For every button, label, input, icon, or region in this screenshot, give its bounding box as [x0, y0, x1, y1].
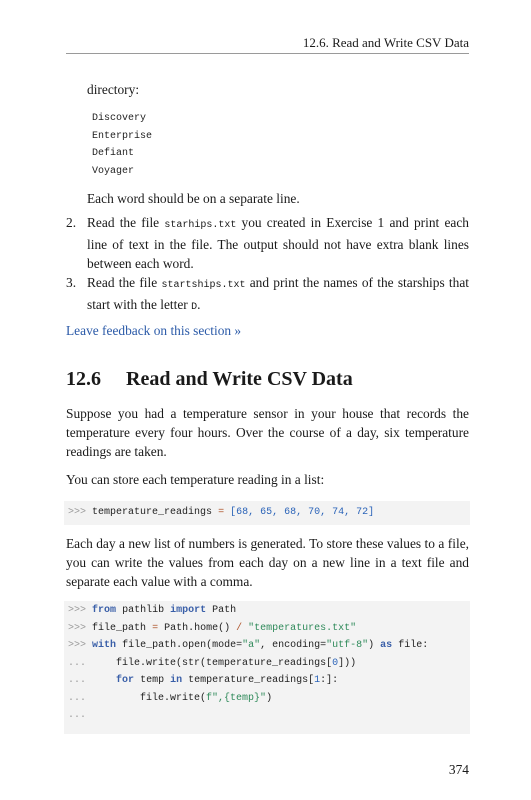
- section-title: Read and Write CSV Data: [126, 368, 353, 390]
- starship-word-list: [92, 110, 152, 180]
- code-token: for: [116, 675, 135, 686]
- code-token: temperature_readings: [92, 507, 213, 518]
- code-token: in: [170, 675, 183, 686]
- code-token: "utf-8": [326, 640, 369, 651]
- exercise-text-part: Read the file: [87, 215, 165, 230]
- filename-code: startships.txt: [161, 280, 246, 291]
- code-line: [68, 504, 470, 522]
- directory-label: directory:: [87, 82, 140, 97]
- code-token: ): [266, 692, 273, 704]
- letter-code: D: [191, 302, 198, 313]
- code-token: import: [170, 605, 207, 616]
- exercise-number: 2.: [66, 215, 77, 230]
- code-line: [68, 637, 470, 655]
- code-token: as: [380, 640, 393, 651]
- code-token: file_path: [92, 622, 147, 634]
- exercise-text-part: you created in Exercise 1 and print each line of text in the file. The output should not have extra blank lines between each word.: [87, 215, 469, 271]
- code-token: file.write(str(temperature_readings[: [116, 657, 333, 669]
- filename-code: starhips.txt: [164, 220, 237, 231]
- code-line: [68, 655, 470, 673]
- exercise-item: [66, 213, 469, 273]
- code-token: Path.home(): [164, 622, 231, 634]
- code-block: [64, 501, 470, 525]
- code-block: [64, 601, 470, 734]
- exercise-text-part: and print the names of the starships that start with the letter: [87, 275, 470, 312]
- word-item: Defiant: [92, 148, 135, 159]
- prompt: >>>: [68, 605, 87, 616]
- code-token: file.write(: [140, 692, 207, 704]
- paragraph: Suppose you had a temperature sensor in your house that records the temperature every four hours. Over the course of a day, six temperature readings are taken.: [66, 406, 469, 459]
- code-token: ])): [338, 657, 357, 669]
- code-token: f",{temp}": [206, 692, 267, 704]
- prompt: ...: [68, 675, 87, 686]
- code-token: "a": [242, 640, 261, 651]
- code-token: file_path.open(mode=: [122, 640, 243, 651]
- separate-line-note: Each word should be on a separate line.: [87, 191, 300, 206]
- word-item: Voyager: [92, 165, 135, 177]
- exercise-item: [66, 273, 469, 317]
- word-item: Discovery: [92, 113, 147, 124]
- page-number: 374: [448, 762, 469, 777]
- code-token: pathlib: [122, 605, 165, 616]
- section-number: 12.6: [66, 368, 101, 390]
- paragraph: You can store each temperature reading in a list:: [66, 472, 325, 487]
- code-token: temperature_readings[: [188, 675, 315, 686]
- running-title: 12.6. Read and Write CSV Data: [302, 35, 469, 50]
- code-token: , encoding=: [260, 640, 327, 651]
- prompt: ...: [68, 692, 87, 704]
- running-header: [66, 36, 469, 54]
- code-line: [68, 690, 470, 708]
- code-token: /: [236, 622, 243, 634]
- prompt: >>>: [68, 640, 87, 651]
- leave-feedback-link[interactable]: Leave feedback on this section »: [66, 323, 242, 338]
- code-token: ): [368, 640, 375, 651]
- code-line: [68, 672, 470, 690]
- exercise-number: 3.: [66, 275, 77, 290]
- code-token: [68, 65, 68, 70, 74, 72]: [230, 507, 375, 518]
- code-line: [68, 620, 470, 638]
- code-token: =: [152, 622, 159, 634]
- prompt: ...: [68, 657, 87, 669]
- prompt: >>>: [68, 507, 87, 518]
- code-token: from: [92, 605, 117, 616]
- exercise-text-part: .: [197, 297, 201, 312]
- code-token: 0: [332, 657, 339, 669]
- code-line: [68, 707, 470, 725]
- prompt: ...: [68, 710, 87, 721]
- paragraph: Each day a new list of numbers is generated. To store these values to a file, you can write the values from each day on a new line in a text file and separate each value with a comma.: [66, 536, 469, 589]
- code-token: =: [218, 507, 225, 518]
- exercise-text: [87, 213, 469, 273]
- exercise-text: [87, 273, 469, 317]
- section-heading: [66, 366, 353, 392]
- word-item: Enterprise: [92, 130, 153, 142]
- code-line: [68, 602, 470, 620]
- code-token: with: [92, 640, 117, 651]
- code-token: "temperatures.txt": [248, 622, 357, 634]
- code-token: :]:: [320, 675, 339, 686]
- code-token: Path: [212, 605, 237, 616]
- code-token: temp: [140, 675, 165, 686]
- code-token: file:: [398, 640, 429, 651]
- exercise-text-part: Read the file: [87, 275, 162, 290]
- code-token: 1: [314, 675, 321, 686]
- prompt: >>>: [68, 622, 87, 634]
